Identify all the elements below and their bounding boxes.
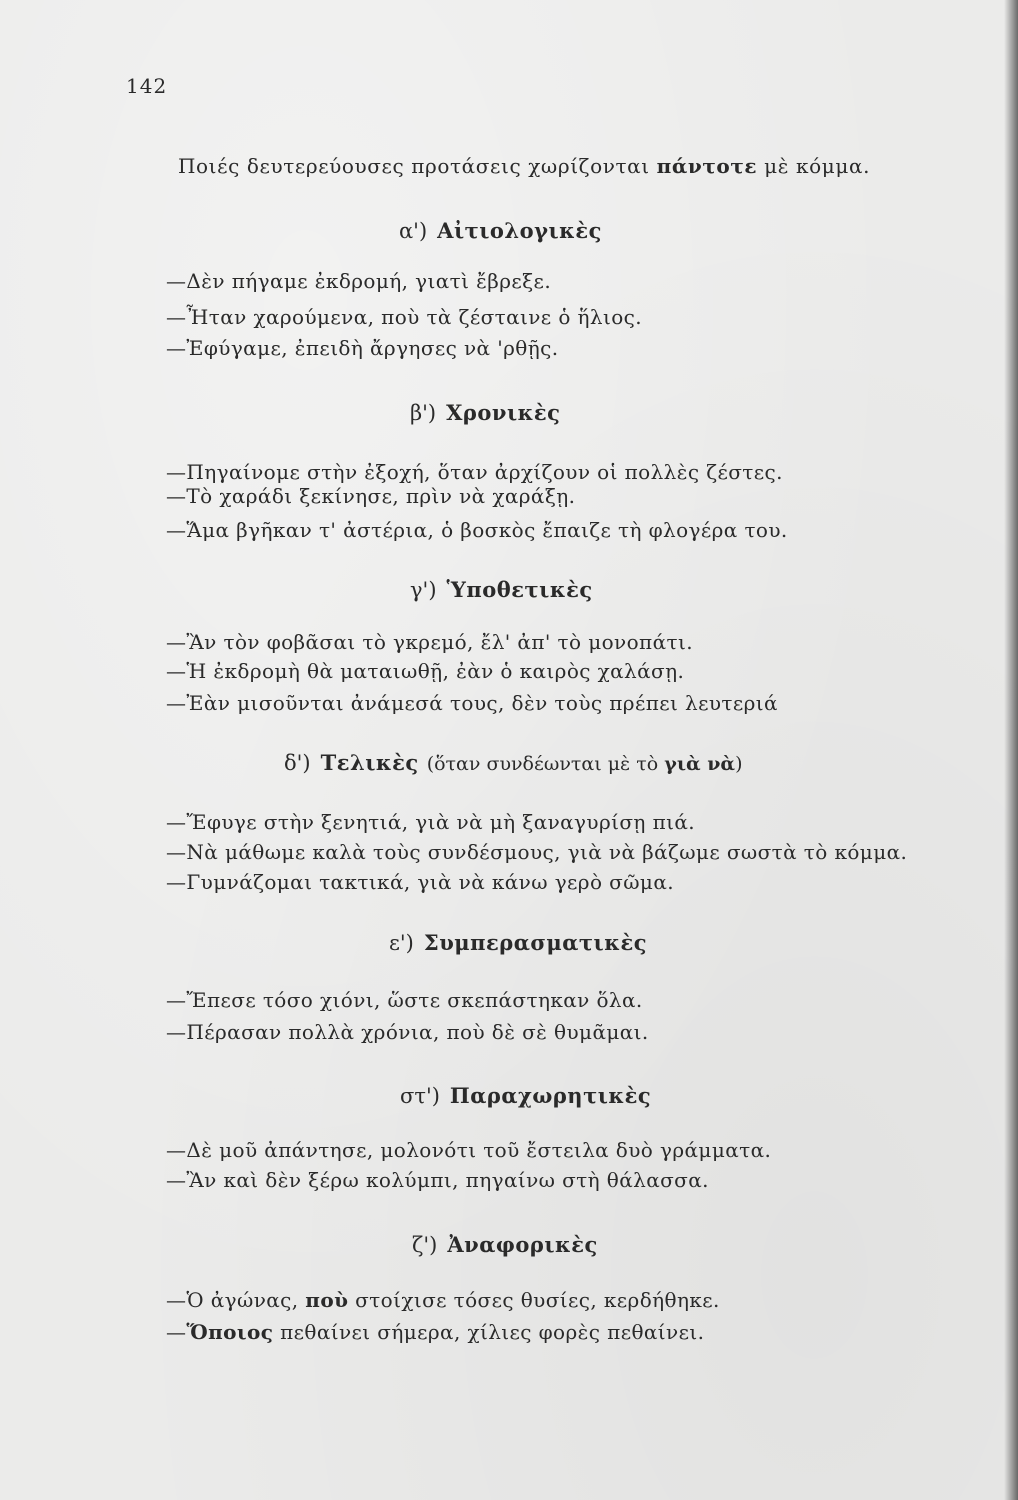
section-heading-conditional (410, 577, 593, 602)
section-heading-causal (399, 218, 602, 243)
intro-text-after: μὲ κόμμα. (757, 154, 871, 178)
example-keyword: Ὅποιος (186, 1320, 274, 1344)
section-number: α') (399, 219, 428, 243)
section-number: ε') (389, 931, 414, 955)
section-heading-temporal (410, 400, 560, 425)
section-note (427, 753, 743, 775)
section-heading-final (284, 750, 742, 775)
section-title: Παραχωρητικὲς (449, 1083, 652, 1108)
section-note-keyword: γιὰ νὰ (664, 753, 736, 775)
section-number: γ') (410, 578, 437, 602)
section-number: β') (410, 401, 437, 425)
example-line: —Ἂν καὶ δὲν ξέρω κολύμπι, πηγαίνω στὴ θάλασσα. (166, 1168, 709, 1192)
section-title: Αἰτιολογικὲς (437, 218, 602, 243)
example-keyword: ποὺ (305, 1288, 349, 1312)
example-text-before: —Ὁ ἀγώνας, (166, 1288, 306, 1312)
example-line: —Πέρασαν πολλὰ χρόνια, ποὺ δὲ σὲ θυμᾶμαι. (166, 1020, 649, 1044)
example-line: —Ἐὰν μισοῦνται ἀνάμεσά τους, δὲν τοὺς πρέπει λευτεριά (166, 691, 778, 715)
intro-emphasis: πάντοτε (656, 154, 758, 178)
example-line: —Ἦταν χαρούμενα, ποὺ τὰ ζέσταινε ὁ ἥλιος. (166, 305, 643, 329)
intro-sentence (178, 154, 870, 178)
example-line: —Νὰ μάθωμε καλὰ τοὺς συνδέσμους, γιὰ νὰ βάζωμε σωστὰ τὸ κόμμα. (166, 840, 908, 864)
example-line: —Ἐφύγαμε, ἐπειδὴ ἄργησες νὰ 'ρθῇς. (166, 336, 559, 360)
section-note-text: (ὅταν συνδέωνται μὲ τὸ (426, 753, 665, 775)
example-line: —Δὲν πήγαμε ἐκδρομή, γιατὶ ἔβρεξε. (166, 269, 552, 293)
section-title: Τελικὲς (320, 750, 419, 775)
example-text-after: πεθαίνει σήμερα, χίλιες φορὲς πεθαίνει. (273, 1320, 705, 1344)
example-line: —Δὲ μοῦ ἀπάντησε, μολονότι τοῦ ἔστειλα δυὸ γράμματα. (166, 1138, 772, 1162)
example-line: —Ἅμα βγῆκαν τ' ἀστέρια, ὁ βοσκὸς ἔπαιζε τὴ φλογέρα του. (166, 518, 788, 542)
page-number: 142 (126, 74, 168, 98)
section-title: Ἀναφορικὲς (447, 1232, 598, 1257)
section-number: δ') (284, 751, 311, 775)
example-text-before: — (166, 1320, 187, 1344)
example-text-after: στοίχισε τόσες θυσίες, κερδήθηκε. (348, 1288, 720, 1312)
example-line: —Ἡ ἐκδρομὴ θὰ ματαιωθῇ, ἐὰν ὁ καιρὸς χαλάσῃ. (166, 659, 685, 683)
example-line: —Ἂν τὸν φοβᾶσαι τὸ γκρεμό, ἔλ' ἀπ' τὸ μονοπάτι. (166, 630, 693, 654)
example-line (166, 1288, 720, 1312)
section-number: ζ') (412, 1233, 438, 1257)
example-line: —Ἔφυγε στὴν ξενητιά, γιὰ νὰ μὴ ξαναγυρίσῃ πιά. (166, 810, 696, 834)
section-heading-concessive (400, 1083, 651, 1108)
section-heading-relative (412, 1232, 598, 1257)
intro-text-before: Ποιές δευτερεύουσες προτάσεις χωρίζονται (178, 154, 657, 178)
section-note-close: ) (735, 753, 743, 775)
section-title: Ὑποθετικὲς (446, 577, 593, 602)
section-title: Συμπερασματικὲς (423, 930, 648, 955)
section-title: Χρονικὲς (446, 400, 561, 425)
example-line: —Ἔπεσε τόσο χιόνι, ὥστε σκεπάστηκαν ὅλα. (166, 988, 643, 1012)
page-edge-shadow (1004, 0, 1018, 1500)
example-line: —Τὸ χαράδι ξεκίνησε, πρὶν νὰ χαράξῃ. (166, 484, 576, 508)
section-heading-consecutive (389, 930, 647, 955)
example-line: —Γυμνάζομαι τακτικά, γιὰ νὰ κάνω γερὸ σῶμα. (166, 870, 674, 894)
example-line (166, 1320, 704, 1344)
example-line: —Πηγαίνομε στὴν ἐξοχή, ὅταν ἀρχίζουν οἱ πολλὲς ζέστες. (166, 460, 783, 484)
section-number: στ') (400, 1084, 440, 1108)
